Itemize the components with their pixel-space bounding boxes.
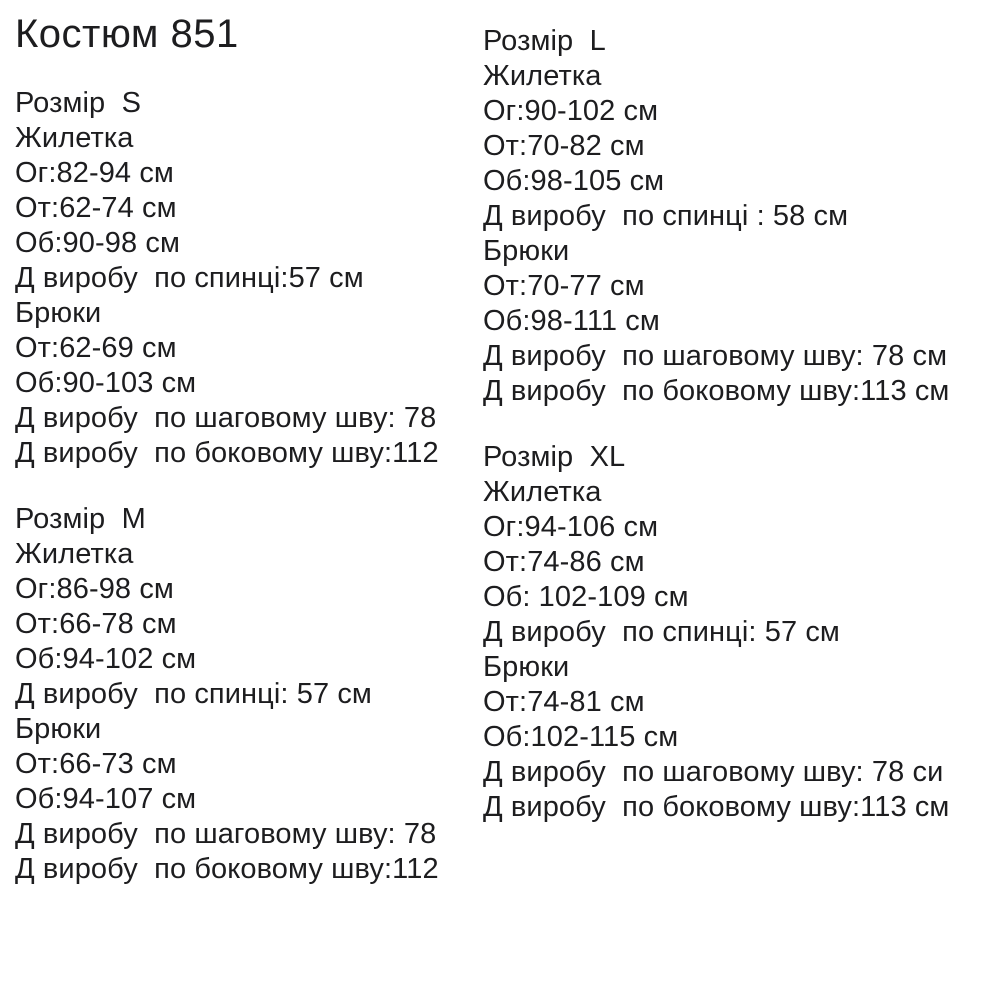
right-column-sections: [483, 24, 988, 825]
measurement-line: Об:90-103 см: [15, 367, 197, 399]
size-heading-size-xl: Розмір XL: [483, 441, 626, 473]
measurement-line: Д виробу по спинці : 58 см: [483, 200, 849, 232]
measurement-line: Об:98-105 см: [483, 165, 665, 197]
measurement-line: Об:94-102 см: [15, 643, 197, 675]
measurement-line: Ог:82-94 см: [15, 157, 174, 189]
section-size-m: [15, 502, 475, 887]
measurement-line: Об:98-111 см: [483, 305, 660, 337]
measurement-line: От:62-74 см: [15, 192, 177, 224]
measurement-line: Жилетка: [483, 60, 602, 92]
measurement-line: Д виробу по боковому шву:113 см: [483, 791, 950, 823]
measurement-line: От:74-86 см: [483, 546, 645, 578]
size-heading-size-l: Розмір L: [483, 25, 606, 57]
measurement-line: Д виробу по боковому шву:113 см: [483, 375, 950, 407]
measurement-line: Жилетка: [15, 538, 134, 570]
measurement-line: Об:102-115 см: [483, 721, 679, 753]
measurement-line: От:70-82 см: [483, 130, 645, 162]
measurement-line: От:66-73 см: [15, 748, 177, 780]
left-column-sections: [15, 86, 475, 887]
measurement-line: Д виробу по шаговому шву: 78 см: [483, 340, 948, 372]
section-size-l: [483, 24, 988, 409]
measurement-line: Брюки: [15, 297, 102, 329]
measurement-line: Брюки: [15, 713, 102, 745]
measurement-line: Д виробу по шаговому шву: 78: [15, 402, 437, 434]
measurement-line: Д виробу по шаговому шву: 78: [15, 818, 437, 850]
section-size-s: [15, 86, 475, 471]
measurement-line: От:74-81 см: [483, 686, 645, 718]
measurement-line: Об:90-98 см: [15, 227, 180, 259]
measurement-line: Ог:90-102 см: [483, 95, 659, 127]
measurement-line: Д виробу по шаговому шву: 78 си: [483, 756, 944, 788]
measurement-line: Об: 102-109 см: [483, 581, 689, 613]
page-title: Костюм 851: [15, 12, 239, 56]
size-heading-size-s: Розмір S: [15, 87, 142, 119]
left-column: [15, 10, 475, 887]
measurement-line: Д виробу по спинці:57 см: [15, 262, 364, 294]
measurement-line: Брюки: [483, 651, 570, 683]
measurement-line: Брюки: [483, 235, 570, 267]
measurement-line: От:70-77 см: [483, 270, 645, 302]
measurement-line: Ог:86-98 см: [15, 573, 174, 605]
right-column: [483, 24, 988, 825]
measurement-line: От:66-78 см: [15, 608, 177, 640]
size-heading-size-m: Розмір М: [15, 503, 146, 535]
measurement-line: Д виробу по боковому шву:112: [15, 437, 439, 469]
measurement-line: Жилетка: [15, 122, 134, 154]
measurement-line: Жилетка: [483, 476, 602, 508]
measurement-line: Д виробу по спинці: 57 см: [15, 678, 372, 710]
section-size-xl: [483, 440, 988, 825]
measurement-line: От:62-69 см: [15, 332, 177, 364]
measurement-line: Д виробу по спинці: 57 см: [483, 616, 840, 648]
measurement-line: Об:94-107 см: [15, 783, 197, 815]
measurement-line: Ог:94-106 см: [483, 511, 659, 543]
measurement-line: Д виробу по боковому шву:112: [15, 853, 439, 885]
